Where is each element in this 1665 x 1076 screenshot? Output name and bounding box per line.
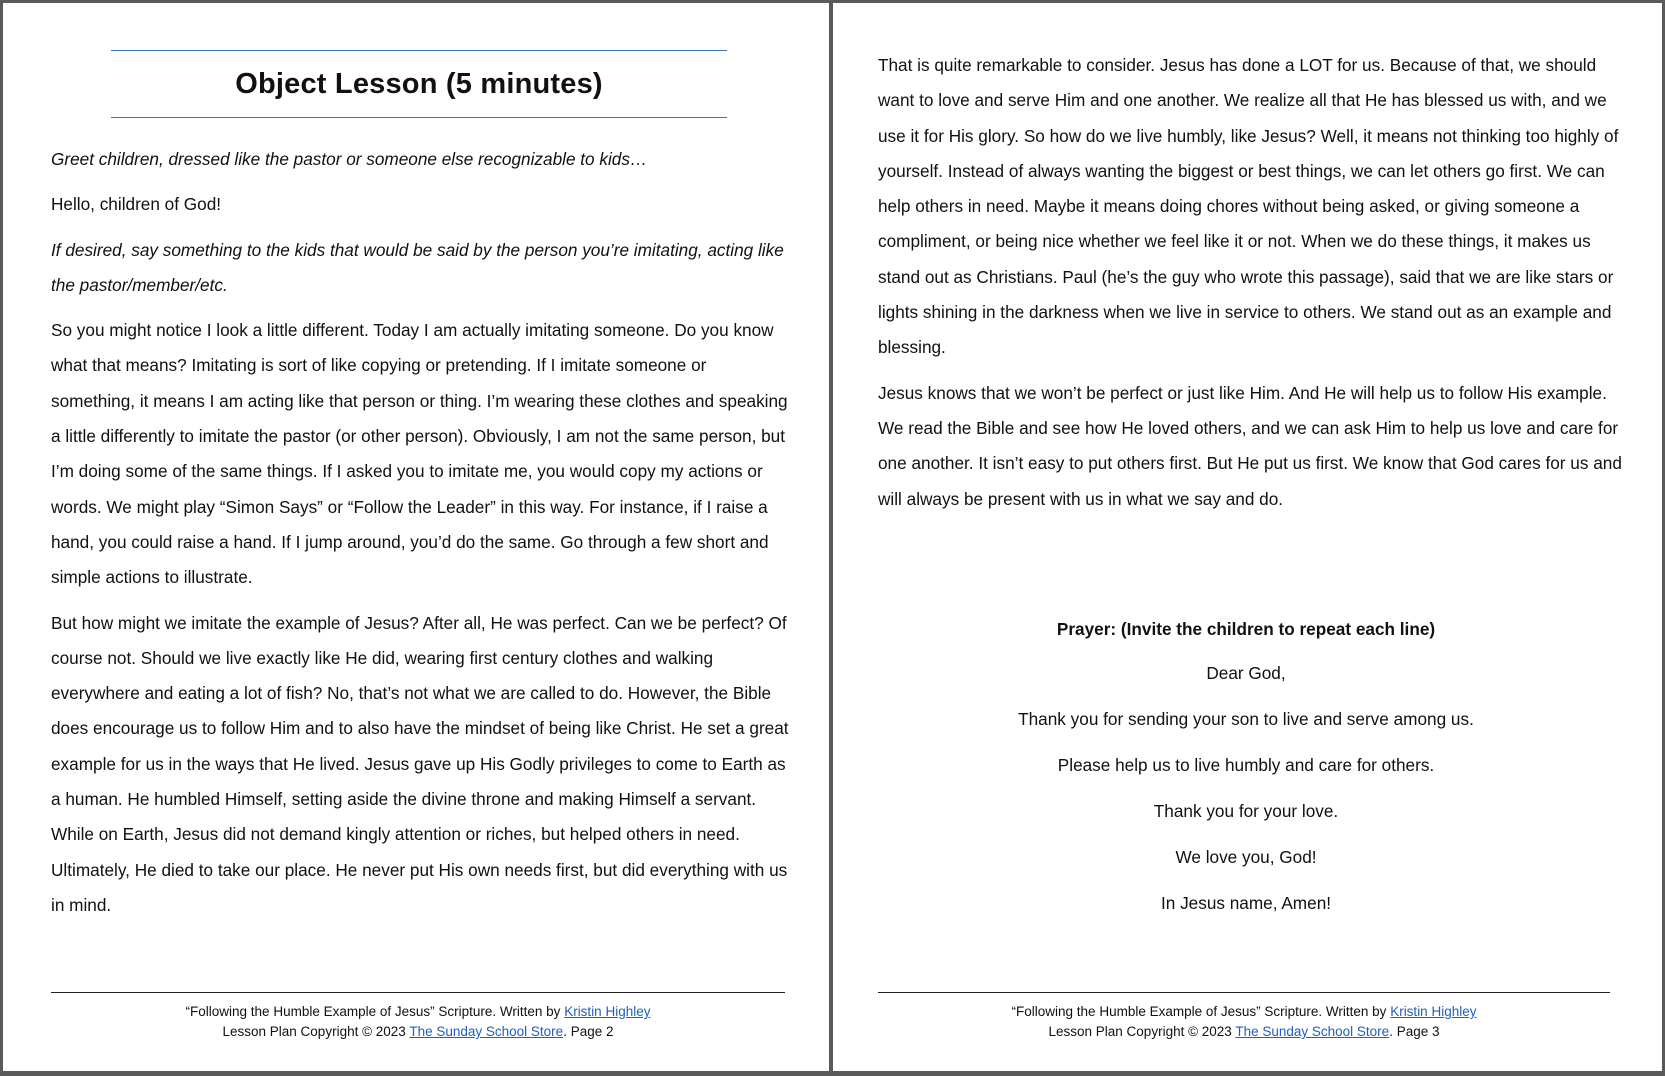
page-title: Object Lesson (5 minutes) [235,67,603,100]
paragraph: Greet children, dressed like the pastor or someone else recognizable to kids… [51,149,648,169]
prayer-section [878,619,1614,937]
footer-line-1 [51,1002,785,1022]
prayer-heading: Prayer: (Invite the children to repeat each line) [1056,619,1436,639]
page-number: . Page 2 [563,1024,614,1039]
footer-line-2 [51,1022,785,1042]
lesson-body [51,142,791,933]
author-link[interactable]: Kristin Highley [1390,1004,1477,1019]
page-2 [3,3,829,1071]
paragraph: That is quite remarkable to consider. Jesus has done a LOT for us. Because of that, we should want to love and serve Him and one another. We realize all that He has blessed us with, and we use it for His glory. So how do we live humbly, like Jesus? Well, it means not thinking too highly of yourself. Instead of always wanting the biggest or best things, we can let others go first. We can help others in need. Maybe it means doing chores without being asked, or giving someone a compliment, or being nice whether we feel like it or not. When we do these things, it makes us stand out as Christians. Paul (he’s the guy who wrote this passage), said that we are like stars or lights shining in the darkness when we live in service to others. We stand out as an example and blessing. [878,55,1619,358]
footer-credit: “Following the Humble Example of Jesus” Scripture. Written by [1011,1004,1391,1019]
paragraph: Jesus knows that we won’t be perfect or just like Him. And He will help us to follow His example. We read the Bible and see how He loved others, and we can ask Him to help us love and care for one another. It isn’t easy to put others first. But He put us first. We know that God cares for us and will always be present with us in what we say and do. [878,382,1622,509]
footer-divider [51,992,785,993]
prayer-line: We love you, God! [1175,847,1317,867]
prayer-line: In Jesus name, Amen! [1160,893,1332,913]
store-link[interactable]: The Sunday School Store [1235,1024,1390,1039]
page-footer [878,1002,1610,1042]
lesson-body [878,48,1623,527]
footer-divider [878,992,1610,993]
prayer-line: Thank you for your love. [1153,801,1339,821]
author-link[interactable]: Kristin Highley [564,1004,651,1019]
page-footer [51,1002,785,1042]
paragraph: So you might notice I look a little different. Today I am actually imitating someone. Do you know what that means? Imitating is sort of like copying or pretending. If I imitate someone or something, it means I am acting like that person or thing. I’m wearing these clothes and speaking a little differently to imitate the pastor (or other person). Obviously, I am not the same person, but I’m doing some of the same things. If I asked you to imitate me, you would copy my actions or words. We might play “Simon Says” or “Follow the Leader” in this way. For instance, if I raise a hand, you could raise a hand. If I jump around, you’d do the same. Go through a few short and simple actions to illustrate. [51,320,788,588]
footer-copyright: Lesson Plan Copyright © 2023 [222,1024,410,1039]
paragraph: If desired, say something to the kids that would be said by the person you’re imitating, acting like the pastor/member/etc. [51,239,784,295]
prayer-line: Please help us to live humbly and care for others. [1057,755,1435,775]
footer-line-1 [878,1002,1610,1022]
title-block [111,50,727,118]
paragraph: Hello, children of God! [51,194,222,215]
paragraph: But how might we imitate the example of Jesus? After all, He was perfect. Can we be perfect? Of course not. Should we live exactly like He did, wearing first century clothes and walking everywhere and eating a lot of fish? No, that’s not what we are called to do. However, the Bible does encourage us to follow Him and to also have the mindset of being like Christ. He set a great example for us in the ways that He lived. Jesus gave up His Godly privileges to come to Earth as a human. He humbled Himself, setting aside the divine throne and making Himself a servant. While on Earth, Jesus did not demand kingly attention or riches, but helped others in need. Ultimately, He died to take our place. He never put His own needs first, but did everything with us in mind. [51,612,789,915]
prayer-line: Dear God, [1206,663,1286,683]
footer-credit: “Following the Humble Example of Jesus” Scripture. Written by [185,1004,565,1019]
prayer-line: Thank you for sending your son to live and serve among us. [1018,709,1474,729]
footer-line-2 [878,1022,1610,1042]
page-3 [833,3,1662,1071]
store-link[interactable]: The Sunday School Store [409,1024,564,1039]
page-number: . Page 3 [1389,1024,1440,1039]
footer-copyright: Lesson Plan Copyright © 2023 [1048,1024,1236,1039]
